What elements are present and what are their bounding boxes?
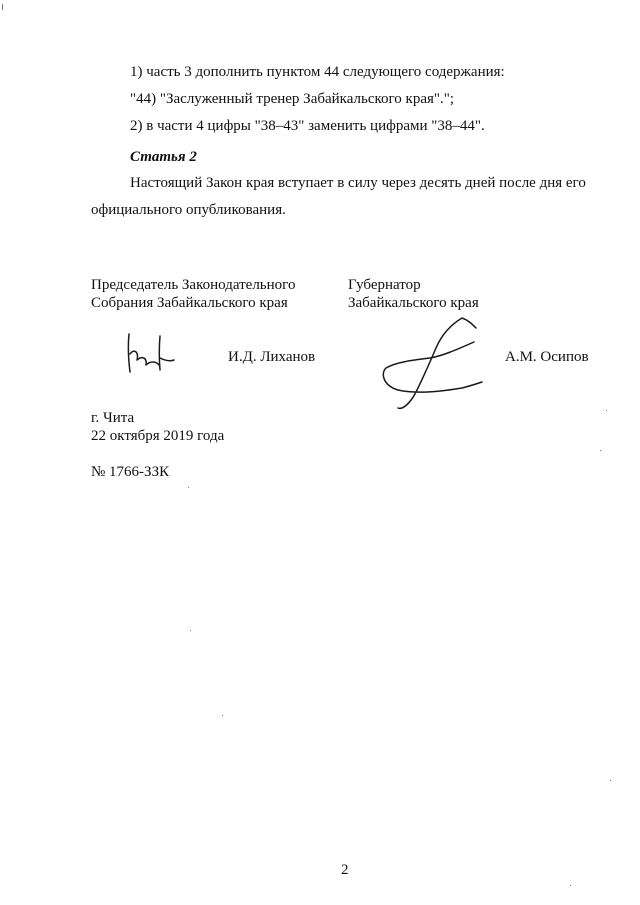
article-2-text-line-2: официального опубликования. [91, 202, 286, 218]
governor-title-line-1: Губернатор [348, 277, 421, 293]
amendment-item-2: 2) в части 4 цифры "38–43" заменить цифрами "38–44". [130, 118, 485, 134]
governor-title-line-2: Забайкальского края [348, 295, 479, 311]
chairman-signature [120, 330, 180, 378]
scan-speck [610, 780, 611, 781]
scan-speck [190, 630, 191, 631]
amendment-item-44: "44) "Заслуженный тренер Забайкальского края"."; [130, 91, 455, 107]
article-2-heading: Статья 2 [130, 149, 197, 165]
scan-speck [606, 410, 607, 411]
scan-speck [600, 450, 601, 451]
article-2-text-line-1: Настоящий Закон края вступает в силу через десять дней после дня его [130, 175, 586, 191]
governor-signature [378, 310, 496, 412]
scan-speck [570, 885, 571, 886]
chairman-title-line-1: Председатель Законодательного [91, 277, 296, 293]
scan-mark [2, 4, 3, 10]
scan-speck [222, 715, 223, 716]
date: 22 октября 2019 года [91, 428, 225, 444]
chairman-name: И.Д. Лиханов [228, 349, 316, 365]
amendment-item-1: 1) часть 3 дополнить пунктом 44 следующего содержания: [130, 64, 505, 80]
chairman-title-line-2: Собрания Забайкальского края [91, 295, 288, 311]
law-number: № 1766-ЗЗК [91, 464, 170, 480]
scan-speck [188, 487, 189, 488]
page-number: 2 [341, 862, 349, 878]
governor-name: А.М. Осипов [505, 349, 589, 365]
city: г. Чита [91, 410, 135, 426]
